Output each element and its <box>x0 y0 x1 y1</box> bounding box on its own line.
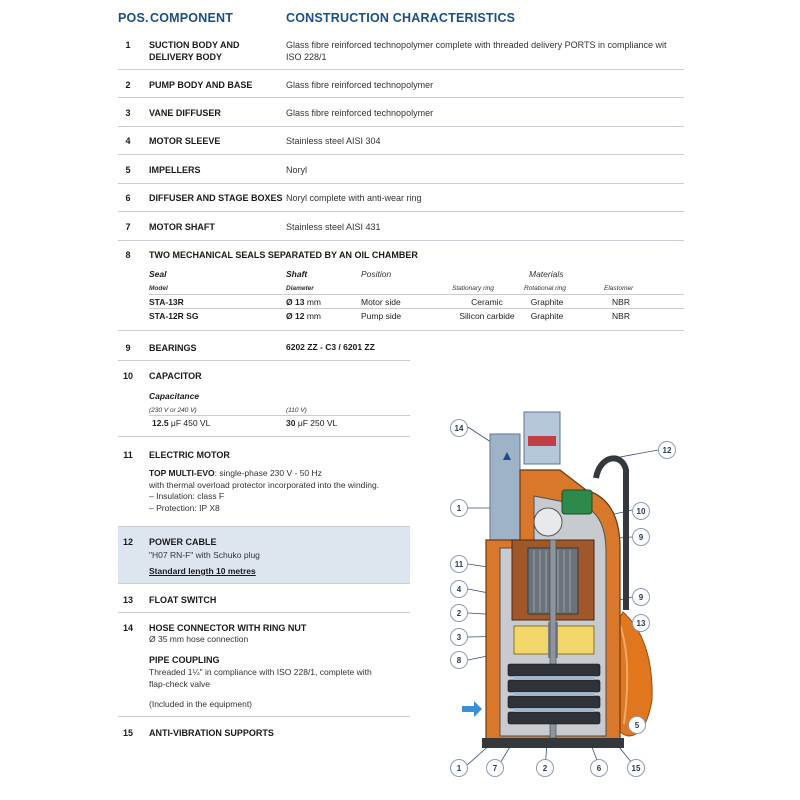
row-9-component: BEARINGS <box>149 343 197 353</box>
row-1-desc: Glass fibre reinforced technopolymer complete with threaded delivery PORTS in compliance wit ISO 228/1 <box>286 40 667 62</box>
stationary-subheader: Stationary ring <box>452 285 494 292</box>
row-6-desc: Noryl complete with anti-wear ring <box>286 193 422 203</box>
capacitor-value-2: 30 μF 250 VL <box>286 418 338 428</box>
seal-elastomer: NBR <box>612 297 630 307</box>
separator <box>118 240 684 241</box>
row-14-pos: 14 <box>122 623 133 633</box>
callout-5: 5 <box>628 716 646 734</box>
row-3-component: VANE DIFFUSER <box>149 108 221 118</box>
seal-model: STA-13R <box>149 297 184 307</box>
separator <box>118 716 410 717</box>
callout-7: 7 <box>486 759 504 777</box>
callout-2b: 2 <box>536 759 554 777</box>
row-2-desc: Glass fibre reinforced technopolymer <box>286 80 434 90</box>
bearings-value: 6202 ZZ - C3 / 6201 ZZ <box>286 342 375 352</box>
separator <box>118 97 684 98</box>
callout-9: 9 <box>632 528 650 546</box>
pipe-coupling-desc: Threaded 1¼" in compliance with ISO 228/1, complete with flap-check valve <box>149 667 372 689</box>
callout-10: 10 <box>632 502 650 520</box>
diameter-subheader: Diameter <box>286 285 314 292</box>
row-12-component: POWER CABLE <box>149 537 217 547</box>
shaft-header: Shaft <box>286 269 308 279</box>
capacitor-value-1: 12.5 μF 450 VL <box>152 418 211 428</box>
row-13-pos: 13 <box>122 595 133 605</box>
callout-1b: 1 <box>450 759 468 777</box>
callout-8: 8 <box>450 651 468 669</box>
row-11-component: ELECTRIC MOTOR <box>149 450 230 460</box>
rotational-subheader: Rotational ring <box>524 285 566 292</box>
row-4-component: MOTOR SLEEVE <box>149 136 221 146</box>
callout-14: 14 <box>450 419 468 437</box>
seal-model: STA-12R SG <box>149 311 199 321</box>
motor-description: TOP MULTI-EVO: single-phase 230 V - 50 Hz with thermal overload protector incorporated into the winding. – Insulation: class F – Protection: IP X8 <box>149 468 380 513</box>
capacitor-part <box>562 490 592 514</box>
pipe-coupling-title: PIPE COUPLING <box>149 655 220 665</box>
seal-stationary: Silicon carbide <box>459 311 515 321</box>
voltage-label-1: (230 V or 240 V) <box>149 407 197 414</box>
elastomer-subheader: Elastomer <box>604 285 634 292</box>
row-6-component: DIFFUSER AND STAGE BOXES <box>149 193 283 203</box>
callout-4: 4 <box>450 580 468 598</box>
separator <box>149 294 684 295</box>
delivery-pipe <box>490 434 520 540</box>
header-pos: POS. <box>118 11 149 25</box>
separator <box>118 126 684 127</box>
seal-diameter: Ø 13 mm <box>286 297 321 307</box>
separator <box>118 69 684 70</box>
row-1-pos: 1 <box>125 40 131 50</box>
row-5-desc: Noryl <box>286 165 308 175</box>
inlet-arrow <box>462 701 482 717</box>
seal-diameter: Ø 12 mm <box>286 311 321 321</box>
callout-1: 1 <box>450 499 468 517</box>
callout-9b: 9 <box>632 588 650 606</box>
row-7-desc: Stainless steel AISI 431 <box>286 222 381 232</box>
model-subheader: Model <box>149 285 168 292</box>
separator <box>118 154 684 155</box>
seal-rotational: Graphite <box>530 311 564 321</box>
separator <box>118 612 410 613</box>
header-construction: CONSTRUCTION CHARACTERISTICS <box>286 11 516 25</box>
callout-15: 15 <box>627 759 645 777</box>
seal-rotational: Graphite <box>530 297 564 307</box>
row-7-pos: 7 <box>125 222 131 232</box>
materials-header: Materials <box>529 269 564 279</box>
row-7-component: MOTOR SHAFT <box>149 222 215 232</box>
row-1-component: SUCTION BODY AND DELIVERY BODY <box>149 40 240 62</box>
row-8-pos: 8 <box>125 250 131 260</box>
callout-12: 12 <box>658 441 676 459</box>
seal-position: Pump side <box>361 311 402 321</box>
header-component: COMPONENT <box>150 11 234 25</box>
included-note: (Included in the equipment) <box>149 699 253 709</box>
separator <box>118 583 410 584</box>
row-15-component: ANTI-VIBRATION SUPPORTS <box>149 728 274 738</box>
seal-position: Motor side <box>361 297 401 307</box>
callout-11: 11 <box>450 555 468 573</box>
row-6-pos: 6 <box>125 193 131 203</box>
row-11-pos: 11 <box>123 450 133 460</box>
cable-length: Standard length 10 metres <box>149 566 256 576</box>
row-5-component: IMPELLERS <box>149 165 201 175</box>
row-3-pos: 3 <box>125 108 131 118</box>
row-8-component: TWO MECHANICAL SEALS SEPARATED BY AN OIL CHAMBER <box>149 250 418 260</box>
row-13-component: FLOAT SWITCH <box>149 595 217 605</box>
seal-elastomer: NBR <box>612 311 630 321</box>
separator <box>149 415 410 416</box>
hose-diameter: Ø 35 mm hose connection <box>149 634 249 644</box>
row-5-pos: 5 <box>125 165 131 175</box>
row-15-pos: 15 <box>122 728 133 738</box>
row-4-desc: Stainless steel AISI 304 <box>286 136 381 146</box>
row-4-pos: 4 <box>125 136 131 146</box>
row-10-pos: 10 <box>122 371 133 381</box>
row-2-component: PUMP BODY AND BASE <box>149 80 253 90</box>
cable-type: "H07 RN-F" with Schuko plug <box>149 550 260 560</box>
ring-nut <box>528 436 556 446</box>
seal-stationary: Ceramic <box>471 297 503 307</box>
row-9-pos: 9 <box>125 343 131 353</box>
row-14-component: HOSE CONNECTOR WITH RING NUT <box>149 623 307 633</box>
pump-base <box>482 738 624 748</box>
callout-3: 3 <box>450 628 468 646</box>
separator <box>118 183 684 184</box>
row-3-desc: Glass fibre reinforced technopolymer <box>286 108 434 118</box>
separator <box>118 211 684 212</box>
seal-header: Seal <box>149 269 167 279</box>
separator <box>118 330 684 331</box>
callout-2: 2 <box>450 604 468 622</box>
separator <box>149 308 684 309</box>
row-10-component: CAPACITOR <box>149 371 202 381</box>
position-header: Position <box>361 269 392 279</box>
row-12-pos: 12 <box>122 537 133 547</box>
capacitance-header: Capacitance <box>149 391 200 401</box>
row-2-pos: 2 <box>125 80 131 90</box>
separator <box>118 436 410 437</box>
callout-13: 13 <box>632 614 650 632</box>
voltage-label-2: (110 V) <box>286 407 307 414</box>
separator <box>118 360 410 361</box>
callout-6: 6 <box>590 759 608 777</box>
bearing-part <box>534 508 562 536</box>
